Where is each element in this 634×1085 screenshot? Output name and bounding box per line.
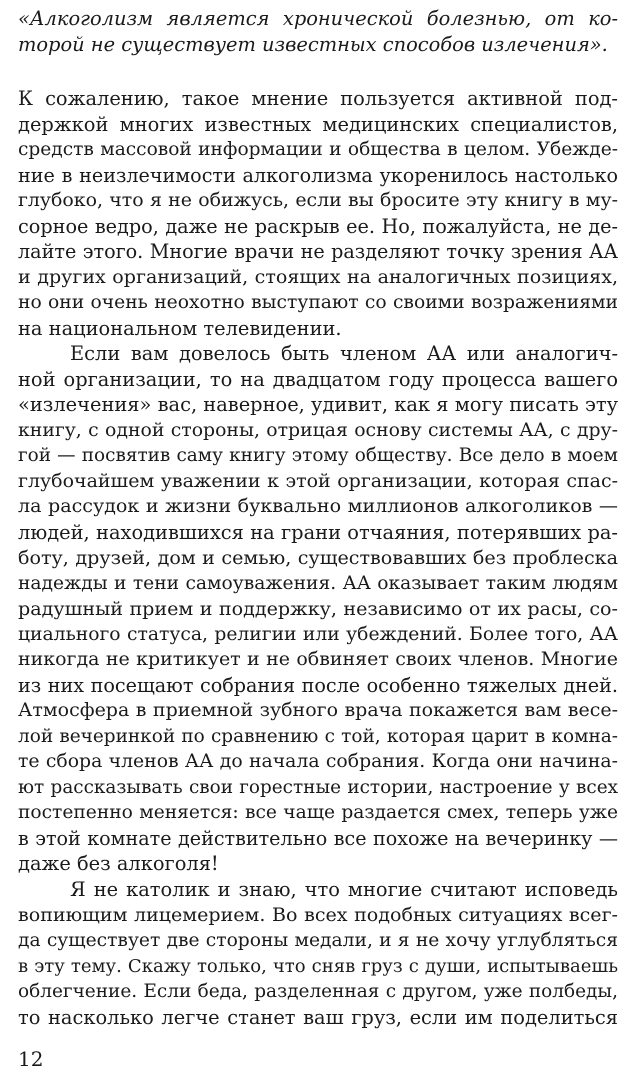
text-line: вопиющим лицемерием. Во всех подобных ситуациях всег- xyxy=(18,903,618,926)
text-line: но они очень неохотно выступают со своими возражениями xyxy=(18,292,618,313)
text-line: облегчение. Если беда, разделенная с другом, уже полбеды, xyxy=(18,981,618,1002)
text-line: книгу, с одной стороны, отрицая основу системы АА, с дру- xyxy=(18,419,618,441)
text-line: средств массовой информации и общества в целом. Убежде- xyxy=(18,139,618,160)
text-line: в этой комнате действительно все похоже на вечеринку — xyxy=(18,826,618,850)
text-line: Атмосфера в приемной зубного врача покажется вам весе- xyxy=(18,699,618,721)
text-line: в эту тему. Скажу только, что сняв груз с души, испытываешь xyxy=(18,955,618,977)
text-line: никогда не критикует и не обвиняет своих членов. Многие xyxy=(18,648,618,670)
text-line: циального статуса, религии или убеждений. Более того, АА xyxy=(18,623,618,645)
text-line: глубочайшем уважении к этой организации, которая спас- xyxy=(18,469,618,492)
text-line: гой — посвятив саму книгу этому обществу. Все дело в моем xyxy=(18,445,618,466)
text-line: боту, друзей, дом и семью, существовавших без проблеска xyxy=(18,546,618,569)
text-line: да существует две стороны медали, и я не хочу углубляться xyxy=(18,930,618,951)
text-line: глубоко, что я не обижусь, если вы бросите эту книгу в му- xyxy=(18,189,618,211)
text-line: «излечения» вас, наверное, удивит, как я могу писать эту xyxy=(18,393,618,416)
text-line: радушный прием и поддержку, независимо от их расы, со- xyxy=(18,597,618,620)
text-line: на национальном телевидении. xyxy=(18,316,342,340)
text-line: лой вечеринкой по сравнению с той, которая царит в комна- xyxy=(18,725,618,747)
epigraph-line: «Алкоголизм является хронической болезнью, от ко- xyxy=(18,7,618,30)
text-line: ной организации, то на двадцатом году процесса вашего xyxy=(18,367,618,391)
text-line: держкой многих известных медицинских специалистов, xyxy=(18,112,618,136)
text-line: ла рассудок и жизни буквально миллионов алкоголиков — xyxy=(18,495,618,517)
text-line: Я не католик и знаю, что многие считают исповедь xyxy=(70,878,618,901)
epigraph-line: торой не существует известных способов излечения». xyxy=(18,32,608,56)
text-line: те сбора членов АА до начала собрания. Когда они начина- xyxy=(18,751,618,772)
text-line: Если вам довелось быть членом АА или аналогич- xyxy=(70,342,618,365)
paragraph-1 xyxy=(18,86,618,341)
text-line: ют рассказывать свои горестные истории, настроение у всех xyxy=(18,776,618,798)
page-number: 12 xyxy=(18,1047,44,1071)
text-line: ние в неизлечимости алкоголизма укоренилось настолько xyxy=(18,163,618,187)
text-line: надежды и тени самоуважения. АА оказывает таким людям xyxy=(18,572,618,594)
epigraph xyxy=(18,6,618,57)
paragraph-3 xyxy=(18,877,618,1030)
text-line: и других организаций, стоящих на аналогичных позициях, xyxy=(18,265,618,288)
text-line: даже без алкоголя! xyxy=(18,852,219,875)
text-line: лайте этого. Многие врачи не разделяют точку зрения АА xyxy=(18,240,618,263)
text-line: сорное ведро, даже не раскрыв ее. Но, пожалуйста, не де- xyxy=(18,214,618,238)
text-line: людей, находившихся на грани отчаяния, потерявших ра- xyxy=(18,520,618,544)
paragraph-2 xyxy=(18,341,618,877)
text-line: то насколько легче станет ваш груз, если им поделиться xyxy=(18,1005,618,1029)
text-line: постепенно меняется: все чаще раздается смех, теперь уже xyxy=(18,802,618,823)
text-line: К сожалению, такое мнение пользуется активной под- xyxy=(18,87,618,110)
text-line: из них посещают собрания после особенно тяжелых дней. xyxy=(18,673,618,697)
